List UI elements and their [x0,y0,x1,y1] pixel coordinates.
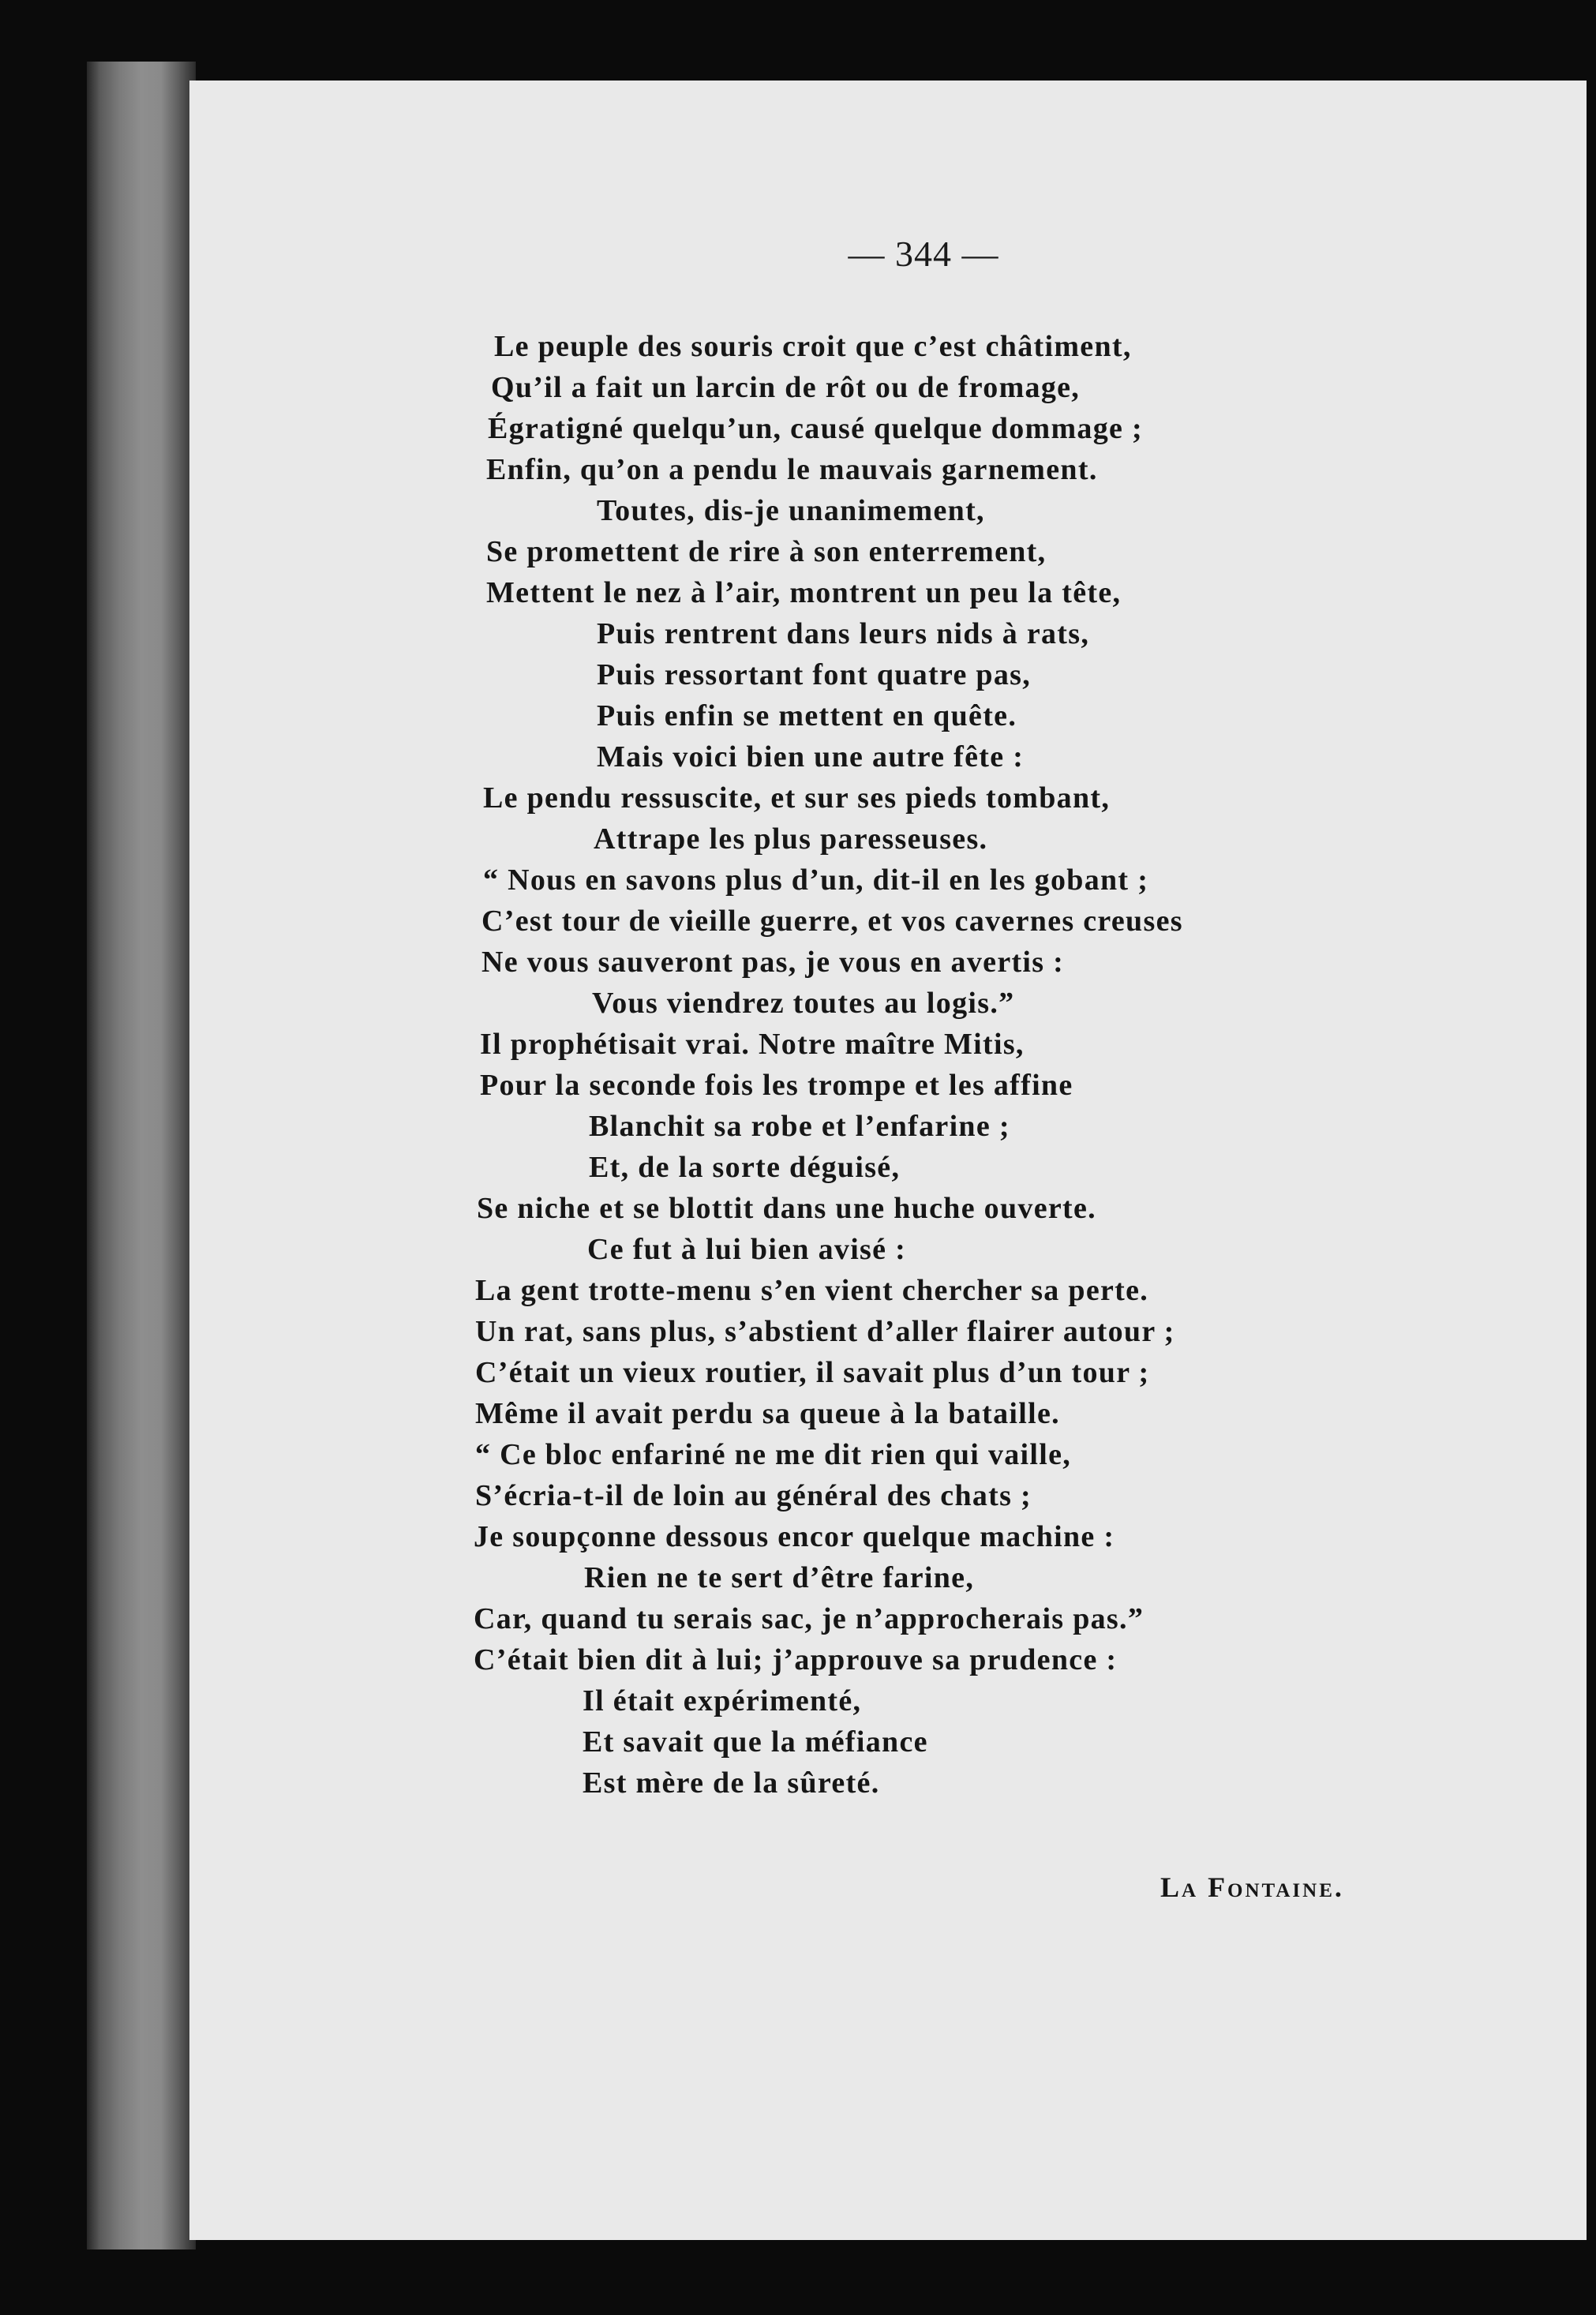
verse-line: Ce fut à lui bien avisé : [587,1233,907,1266]
verse-line: Car, quand tu serais sac, je n’approcherais pas.” [474,1602,1145,1635]
page-number: — 344 — [848,234,999,274]
verse-line: La gent trotte-menu s’en vient chercher sa perte. [475,1274,1149,1307]
verse-line: Qu’il a fait un larcin de rôt ou de fromage, [491,371,1081,404]
verse-line: Même il avait perdu sa queue à la bataille. [475,1397,1060,1430]
verse-line: Un rat, sans plus, s’abstient d’aller flairer autour ; [475,1315,1175,1348]
verse-line: Je soupçonne dessous encor quelque machine : [474,1520,1115,1553]
verse-line: Vous viendrez toutes au logis.” [592,987,1015,1020]
verse-line: Attrape les plus paresseuses. [594,822,988,856]
author-signature: La Fontaine. [1160,1871,1344,1903]
verse-line: “ Ce bloc enfariné ne me dit rien qui vaille, [475,1438,1072,1471]
verse-line: C’était un vieux routier, il savait plus d’un tour ; [475,1356,1150,1389]
verse-line: Le pendu ressuscite, et sur ses pieds tombant, [483,781,1111,815]
verse-line: Mais voici bien une autre fête : [597,740,1025,774]
verse-line: Mettent le nez à l’air, montrent un peu la tête, [486,576,1122,609]
verse-line: Puis enfin se mettent en quête. [597,699,1017,732]
verse-line: Le peuple des souris croit que c’est châtiment, [494,330,1132,363]
verse-line: Rien ne te sert d’être farine, [584,1561,975,1594]
poem-verses [474,326,1389,1804]
verse-line: Et savait que la méfiance [583,1725,928,1759]
verse-line: Se niche et se blottit dans une huche ouverte. [477,1192,1096,1225]
verse-line: Puis rentrent dans leurs nids à rats, [597,617,1090,650]
verse-line: C’est tour de vieille guerre, et vos cavernes creuses [481,905,1183,938]
verse-line: Et, de la sorte déguisé, [589,1151,901,1184]
verse-line: Il prophétisait vrai. Notre maître Mitis, [480,1028,1025,1061]
verse-line: Égratigné quelqu’un, causé quelque dommage ; [488,412,1143,445]
verse-line: Il était expérimenté, [583,1684,862,1718]
verse-line: Toutes, dis-je unanimement, [597,494,985,527]
verse-line: Se promettent de rire à son enterrement, [486,535,1047,568]
verse-line: Ne vous sauveront pas, je vous en avertis : [481,946,1065,979]
verse-line: Pour la seconde fois les trompe et les affine [480,1069,1073,1102]
verse-line: Enfin, qu’on a pendu le mauvais garnement. [486,453,1098,486]
verse-line: Puis ressortant font quatre pas, [597,658,1032,691]
verse-line: S’écria-t-il de loin au général des chats ; [475,1479,1032,1512]
verse-line: Est mère de la sûreté. [583,1766,880,1800]
verse-line: “ Nous en savons plus d’un, dit-il en les gobant ; [483,863,1149,897]
verse-line: C’était bien dit à lui; j’approuve sa prudence : [474,1643,1118,1676]
verse-line: Blanchit sa robe et l’enfarine ; [589,1110,1010,1143]
